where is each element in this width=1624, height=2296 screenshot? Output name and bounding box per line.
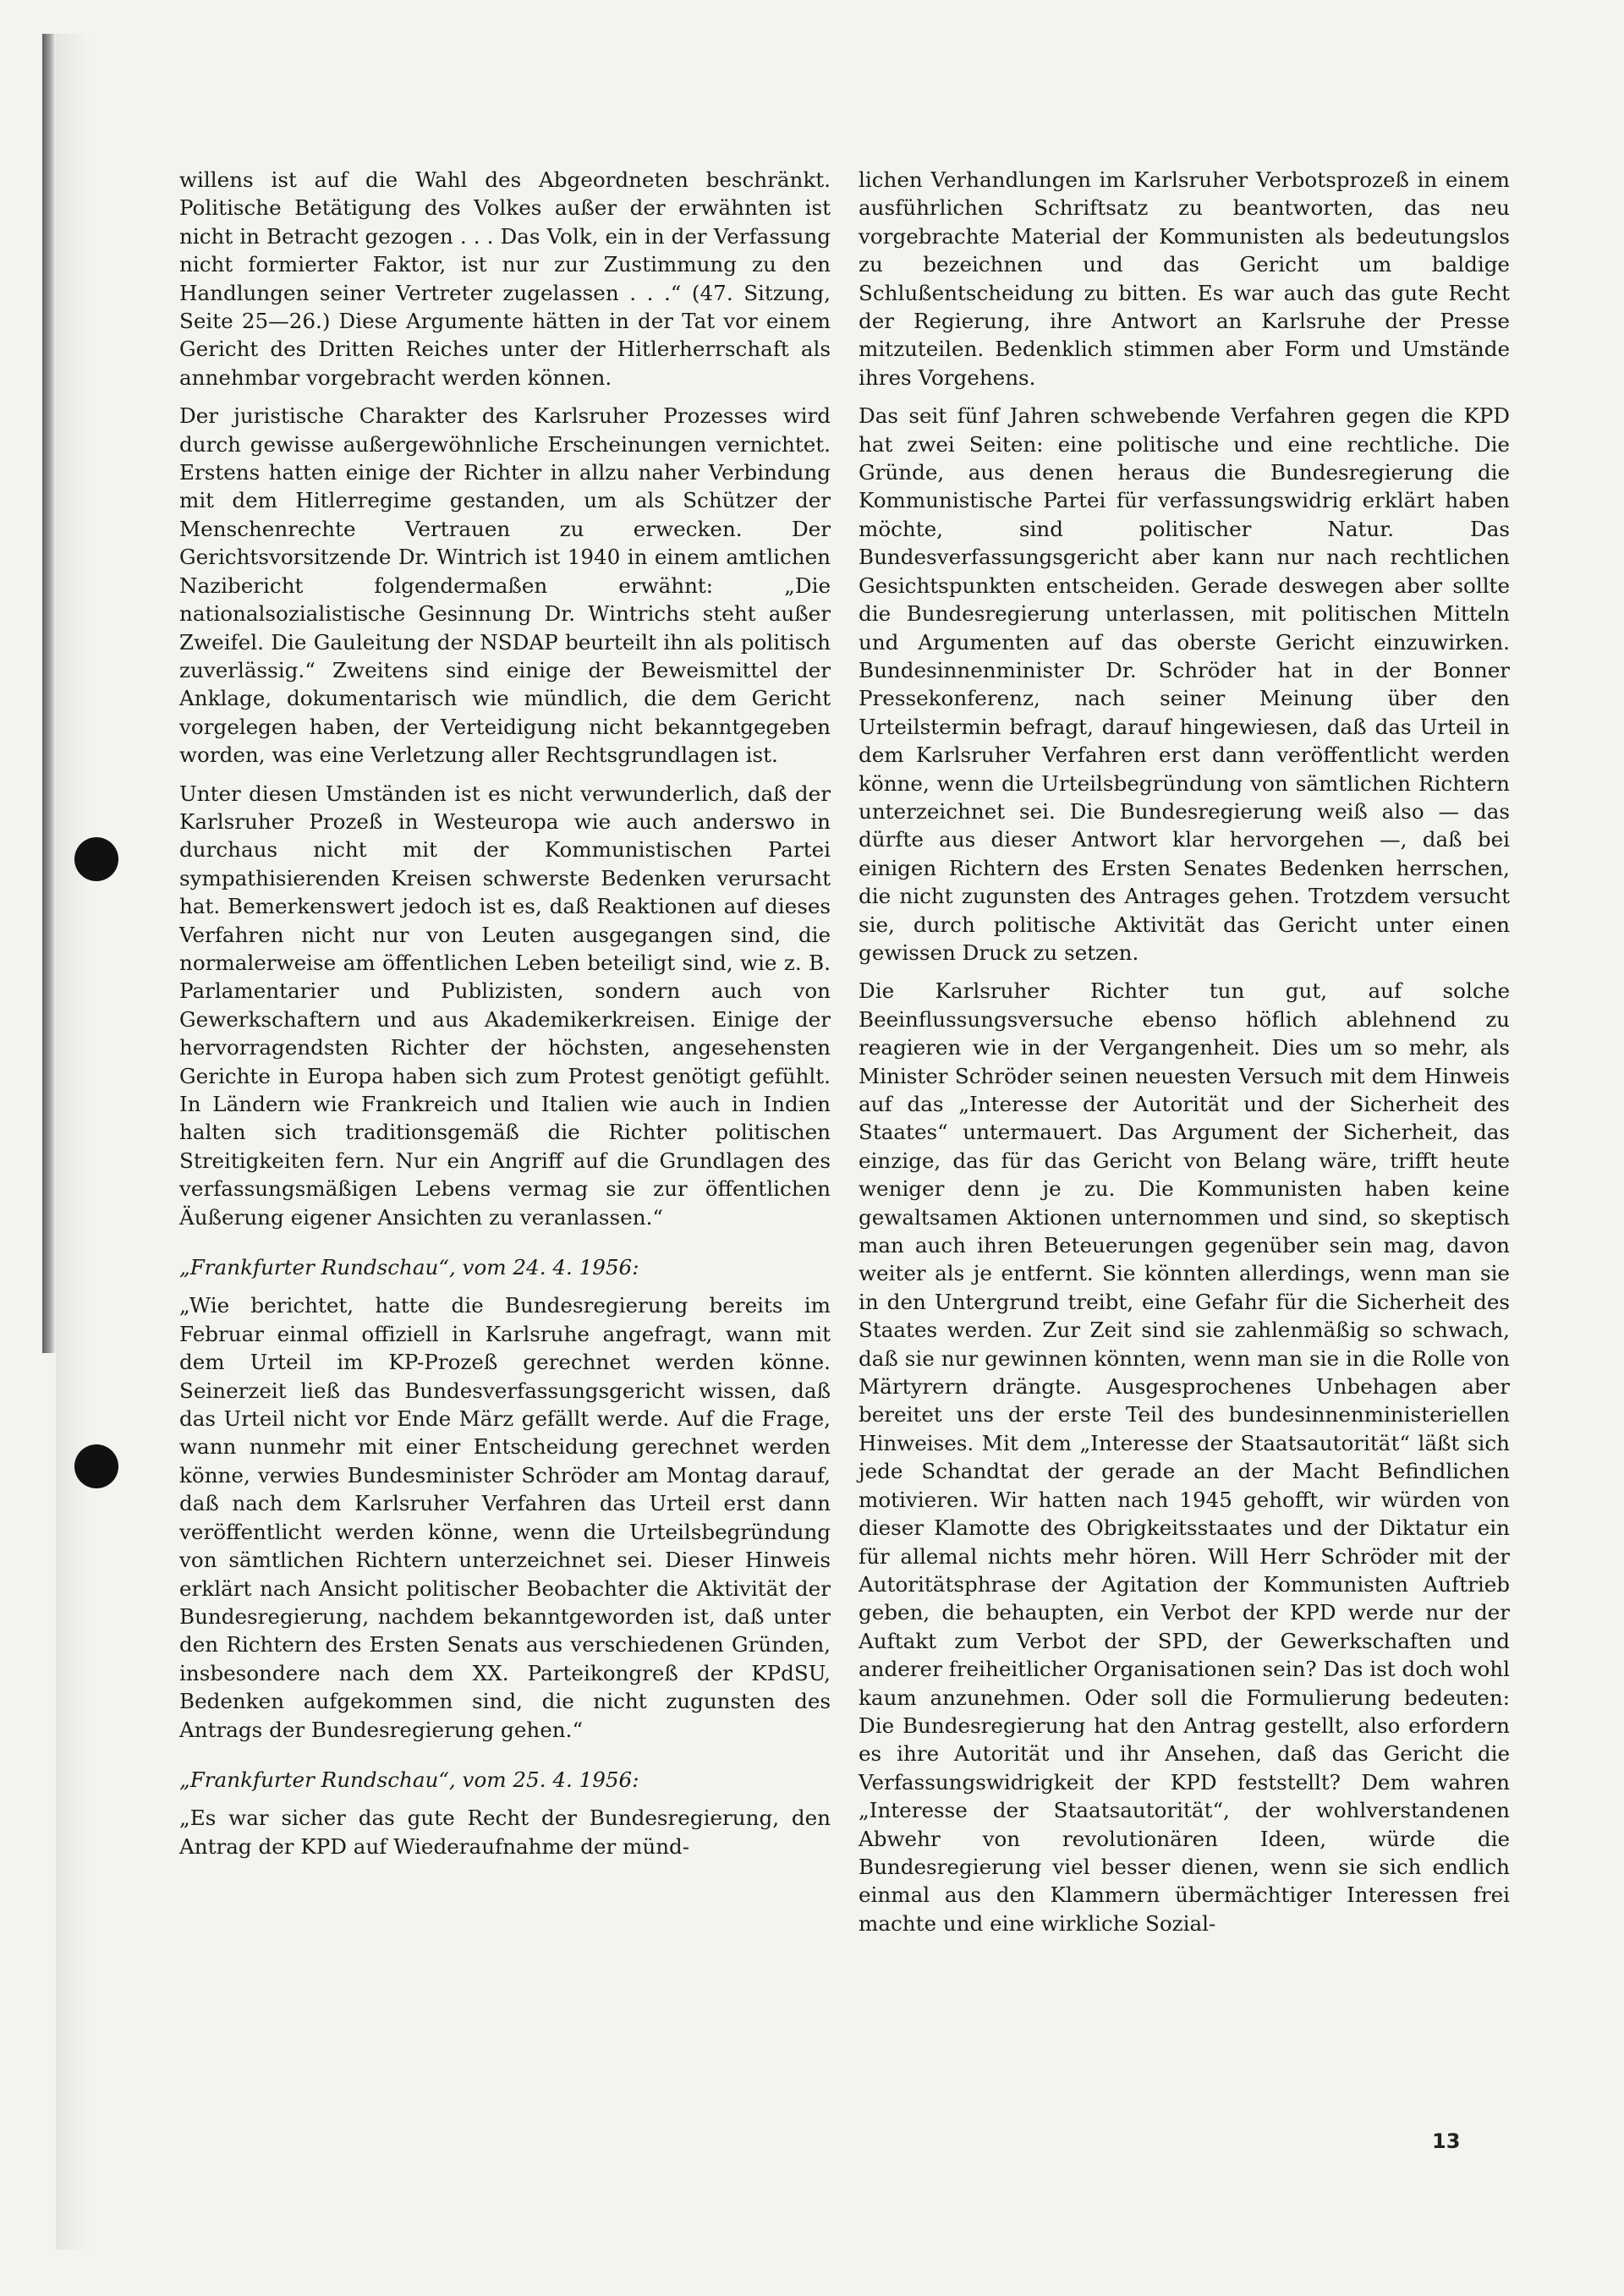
left-paragraph-1: willens ist auf die Wahl des Abgeordneten beschränkt. Politische Betätigung des Volkes außer der erwähnten ist nicht in Betracht gezogen . . . Das Volk, ein in der Verfassung nicht formierter Faktor, ist nur zur Zustimmung zu den Handlungen seiner Vertreter zugelassen . . .“ (47. Sitzung, Seite 25—26.) Diese Argumente hätten in der Tat vor einem Gericht des Dritten Reiches unter der Hitlerherrschaft als annehmbar vorgebracht werden können. (179, 167, 831, 390)
source-heading-frankfurter-rundschau-24-4-1956: „Frankfurter Rundschau“, vom 24. 4. 1956: (179, 1255, 639, 1280)
binding-edge (42, 34, 56, 1353)
left-paragraph-3: Unter diesen Umständen ist es nicht verwunderlich, daß der Karlsruher Prozeß in Westeuropa wie auch anderswo in durchaus nicht mit der Kommunistischen Partei sympathisierenden Kreisen schwerste Bedenken verursacht hat. Bemerkenswert jedoch ist es, daß Reaktionen auf dieses Verfahren nicht nur von Leuten ausgegangen sind, die normalerweise am öffentlichen Leben beteiligt sind, wie z. B. Parlamentarier und Publizisten, sondern auch von Gewerkschaftern und aus Akademikerkreisen. Einige der hervorragendsten Richter der höchsten, angesehensten Gerichte in Europa haben sich zum Protest genötigt gefühlt. In Ländern wie Frankreich und Italien wie auch in Indien halten sich traditionsgemäß die Richter politischen Streitigkeiten fern. Nur ein Angriff auf die Grundlagen des verfassungsmäßigen Lebens vermag sie zur öffentlichen Äußerung eigener Ansichten zu veranlassen.“ (179, 781, 831, 1230)
right-paragraph-3: Die Karlsruher Richter tun gut, auf solche Beeinflussungsversuche ebenso höflich ablehnend zu reagieren wie in der Vergangenheit. Dies um so mehr, als Minister Schröder seinen neuesten Versuch mit dem Hinweis auf das „Interesse der Autorität und der Sicherheit des Staates“ untermauert. Das Argument der Sicherheit, das einzige, das für das Gericht von Belang wäre, trifft heute weniger denn je zu. Die Kommunisten haben keine gewaltsamen Aktionen unternommen und sind, so skeptisch man auch ihren Beteuerungen gegenüber sein mag, davon weiter als je entfernt. Sie könnten allerdings, wenn man sie in den Untergrund treibt, eine Gefahr für die Sicherheit des Staates werden. Zur Zeit sind sie zahlenmäßig so schwach, daß sie nur gewinnen könnten, wenn man sie in die Rolle von Märtyrern drängte. Ausgesprochenes Unbehagen aber bereitet uns der erste Teil des bundesinnenministeriellen Hinweises. Mit dem „Interesse der Staatsautorität“ läßt sich jede Schandtat der gerade an der Macht Befindlichen motivieren. Wir hatten nach 1945 gehofft, wir würden von dieser Klamotte des Obrigkeitsstaates und der Diktatur ein für allemal nichts mehr hören. Will Herr Schröder mit der Autoritätsphrase der Agitation der Kommunisten Auftrieb geben, die behaupten, ein Verbot der KPD werde nur der Auftakt zum Verbot der SPD, der Gewerkschaften und anderer freiheitlicher Organisationen sein? Das ist doch wohl kaum anzunehmen. Oder soll die Formulierung bedeuten: Die Bundesregierung hat den Antrag gestellt, also erfordern es ihre Autorität und ihr Ansehen, daß das Gericht die Verfassungswidrigkeit der KPD feststellt? Dem wahren „Interesse der Staatsautorität“, der wohlverstandenen Abwehr von revolutionären Ideen, würde die Bundesregierung viel besser dienen, wenn sie sich endlich einmal aus den Klammern übermächtiger Interessen frei machte und eine wirkliche Sozial- (859, 978, 1510, 1936)
left-paragraph-5: „Es war sicher das gute Recht der Bundesregierung, den Antrag der KPD auf Wiederaufnahme der münd- (179, 1806, 831, 1859)
punch-hole-lower (74, 1444, 118, 1488)
binding-shadow (56, 34, 90, 2249)
right-paragraph-2: Das seit fünf Jahren schwebende Verfahren gegen die KPD hat zwei Seiten: eine politische und eine rechtliche. Die Gründe, aus denen heraus die Bundesregierung die Kommunistische Partei für verfassungswidrig erklärt haben möchte, sind politischer Natur. Das Bundesverfassungsgericht aber kann nur nach rechtlichen Gesichtspunkten entscheiden. Gerade deswegen aber sollte die Bundesregierung unterlassen, mit politischen Mitteln und Argumenten auf das oberste Gericht einzuwirken. Bundesinnenminister Dr. Schröder hat in der Bonner Pressekonferenz, nach seiner Meinung über den Urteilstermin befragt, darauf hingewiesen, daß das Urteil in dem Karlsruher Verfahren erst dann veröffentlicht werden könne, wenn die Urteilsbegründung von sämtlichen Richtern unterzeichnet sei. Die Bundesregierung weiß also — das dürfte aus dieser Antwort klar hervorgehen —, daß bei einigen Richtern des Ersten Senates Bedenken herrschen, die nicht zugunsten des Antrages gehen. Trotzdem versucht sie, durch politische Aktivität das Gericht unter einen gewissen Druck zu setzen. (859, 403, 1510, 965)
left-column (179, 166, 831, 1871)
left-paragraph-4: „Wie berichtet, hatte die Bundesregierung bereits im Februar einmal offiziell in Karlsruhe angefragt, wann mit dem Urteil im KP-Prozeß gerechnet werden könne. Seinerzeit ließ das Bundesverfassungsgericht wissen, daß das Urteil nicht vor Ende März gefällt werde. Auf die Frage, wann nunmehr mit einer Entscheidung gerechnet werden könne, verwies Bundesminister Schröder am Montag darauf, daß nach dem Karlsruher Verfahren das Urteil erst dann veröffentlicht werden könne, wenn die Urteilsbegründung von sämtlichen Richtern unterzeichnet sei. Dieser Hinweis erklärt nach Ansicht politischer Beobachter die Aktivität der Bundesregierung, nachdem bekanntgeworden ist, daß unter den Richtern des Ersten Senats aus verschiedenen Gründen, insbesondere nach dem XX. Parteikongreß der KPdSU, Bedenken aufgekommen sind, die nicht zugunsten des Antrags der Bundesregierung gehen.“ (179, 1293, 831, 1742)
punch-hole-upper (74, 837, 118, 881)
right-column (859, 166, 1510, 1948)
right-paragraph-1: lichen Verhandlungen im Karlsruher Verbotsprozeß in einem ausführlichen Schriftsatz zu beantworten, das neu vorgebrachte Material der Kommunisten als bedeutungslos zu bezeichnen und das Gericht um baldige Schlußentscheidung zu bitten. Es war auch das gute Recht der Regierung, ihre Antwort an Karlsruhe der Presse mitzuteilen. Bedenklich stimmen aber Form und Umstände ihres Vorgehens. (859, 167, 1510, 390)
left-paragraph-2: Der juristische Charakter des Karlsruher Prozesses wird durch gewisse außergewöhnliche Erscheinungen vernichtet. Erstens hatten einige der Richter in allzu naher Verbindung mit dem Hitlerregime gestanden, um als Schützer der Menschenrechte Vertrauen zu erwecken. Der Gerichtsvorsitzende Dr. Wintrich ist 1940 in einem amtlichen Nazibericht folgendermaßen erwähnt: „Die nationalsozialistische Gesinnung Dr. Wintrichs steht außer Zweifel. Die Gauleitung der NSDAP beurteilt ihn als politisch zuverlässig.“ Zweitens sind einige der Beweismittel der Anklage, dokumentarisch wie mündlich, die dem Gericht vorgelegen haben, der Verteidigung nicht bekanntgegeben worden, was eine Verletzung aller Rechtsgrundlagen ist. (179, 403, 831, 768)
page-number: 13 (1432, 2129, 1461, 2153)
source-heading-frankfurter-rundschau-25-4-1956: „Frankfurter Rundschau“, vom 25. 4. 1956: (179, 1767, 639, 1792)
